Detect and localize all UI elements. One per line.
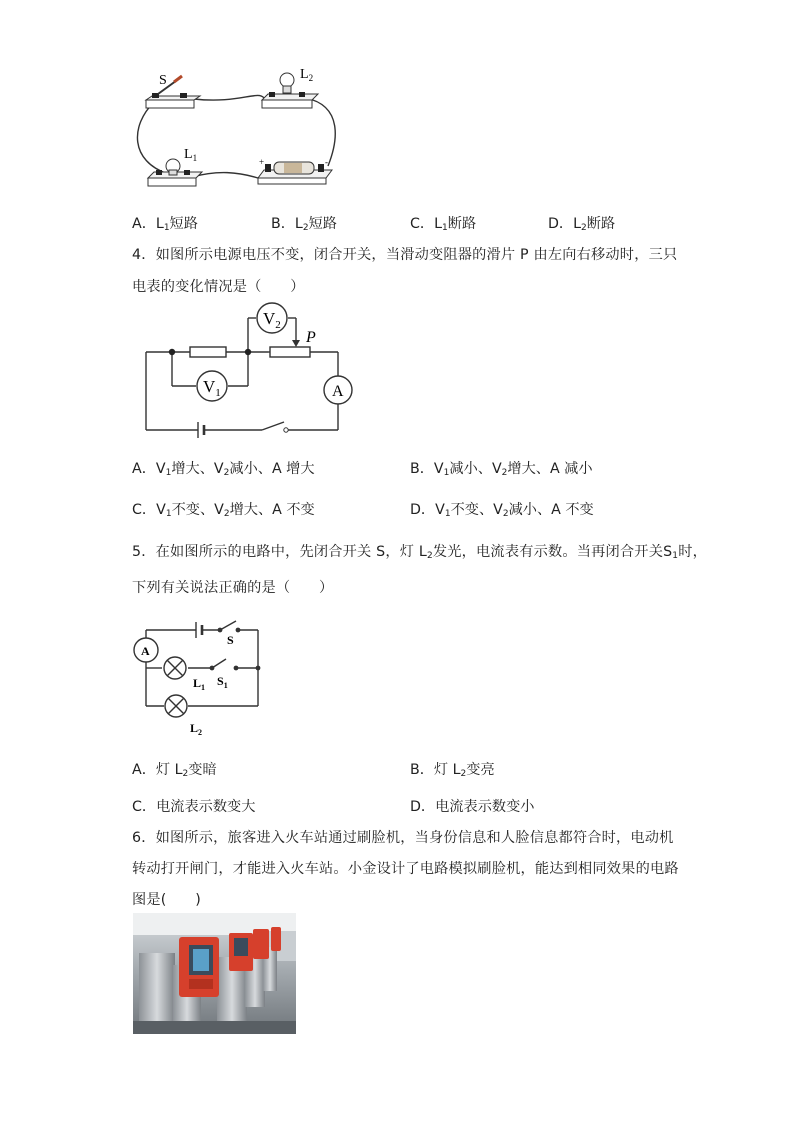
q5-option-b[interactable]: B．灯 $L_2$变亮	[410, 762, 495, 779]
q3-option-d[interactable]: D．$L_2$断路	[548, 216, 616, 233]
q5-stem-line1: 5．在如图所示的电路中，先闭合开关 S，灯 $L_2$发光，电流表有示数。当再闭合开关$S_1$时，	[132, 544, 708, 561]
q5-label-ammeter: A	[141, 644, 150, 658]
q4-circuit-diagram	[140, 300, 360, 440]
q3-circuit-diagram	[128, 66, 348, 196]
q5-option-a[interactable]: A．灯 $L_2$变暗	[132, 762, 217, 779]
q3-option-b[interactable]: B．$L_2$短路	[271, 216, 337, 233]
q3-label-l1: $L_1$	[184, 147, 198, 163]
q5-option-d[interactable]: D．电流表示数变小	[410, 799, 535, 815]
q5-label-l2: $L_2$	[190, 721, 203, 737]
q4-label-v2: $V_2$	[263, 309, 281, 331]
q3-option-c[interactable]: C．$L_1$断路	[410, 216, 477, 233]
q4-option-c[interactable]: C．$V_1$不变、$V_2$增大、A 不变	[132, 502, 315, 519]
q4-label-v1: $V_1$	[203, 377, 221, 399]
q3-label-minus: -	[325, 157, 328, 167]
q4-stem-line2: 电表的变化情况是（ ）	[132, 279, 305, 295]
q4-option-b[interactable]: B．$V_1$减小、$V_2$增大、A 减小	[410, 461, 593, 478]
q3-option-a[interactable]: A．$L_1$短路	[132, 216, 198, 233]
q4-label-ammeter: A	[332, 383, 344, 400]
q5-circuit-diagram	[130, 612, 270, 738]
q3-label-l2: $L_2$	[300, 67, 314, 83]
q4-label-slider-p: P	[306, 329, 316, 346]
q5-label-s1: $S_1$	[217, 674, 228, 690]
q5-stem-line2: 下列有关说法正确的是（ ）	[132, 580, 334, 596]
q4-option-d[interactable]: D．$V_1$不变、$V_2$减小、A 不变	[410, 502, 594, 519]
q5-label-s: S	[227, 633, 234, 647]
q6-stem-line2: 转动打开闸门，才能进入火车站。小金设计了电路模拟刷脸机，能达到相同效果的电路	[132, 861, 679, 877]
q6-stem-line3: 图是( )	[132, 892, 202, 908]
q6-stem-line1: 6．如图所示，旅客进入火车站通过刷脸机，当身份信息和人脸信息都符合时，电动机	[132, 830, 674, 846]
q6-face-scanner-photo	[133, 913, 296, 1034]
q3-label-plus: +	[259, 157, 265, 167]
q5-option-c[interactable]: C．电流表示数变大	[132, 799, 256, 815]
q3-label-s: S	[159, 73, 167, 88]
q4-stem-line1: 4．如图所示电源电压不变，闭合开关，当滑动变阻器的滑片 P 由左向右移动时，三只	[132, 247, 678, 263]
q5-label-l1: $L_1$	[193, 676, 206, 692]
q4-option-a[interactable]: A．$V_1$增大、$V_2$减小、A 增大	[132, 461, 315, 478]
